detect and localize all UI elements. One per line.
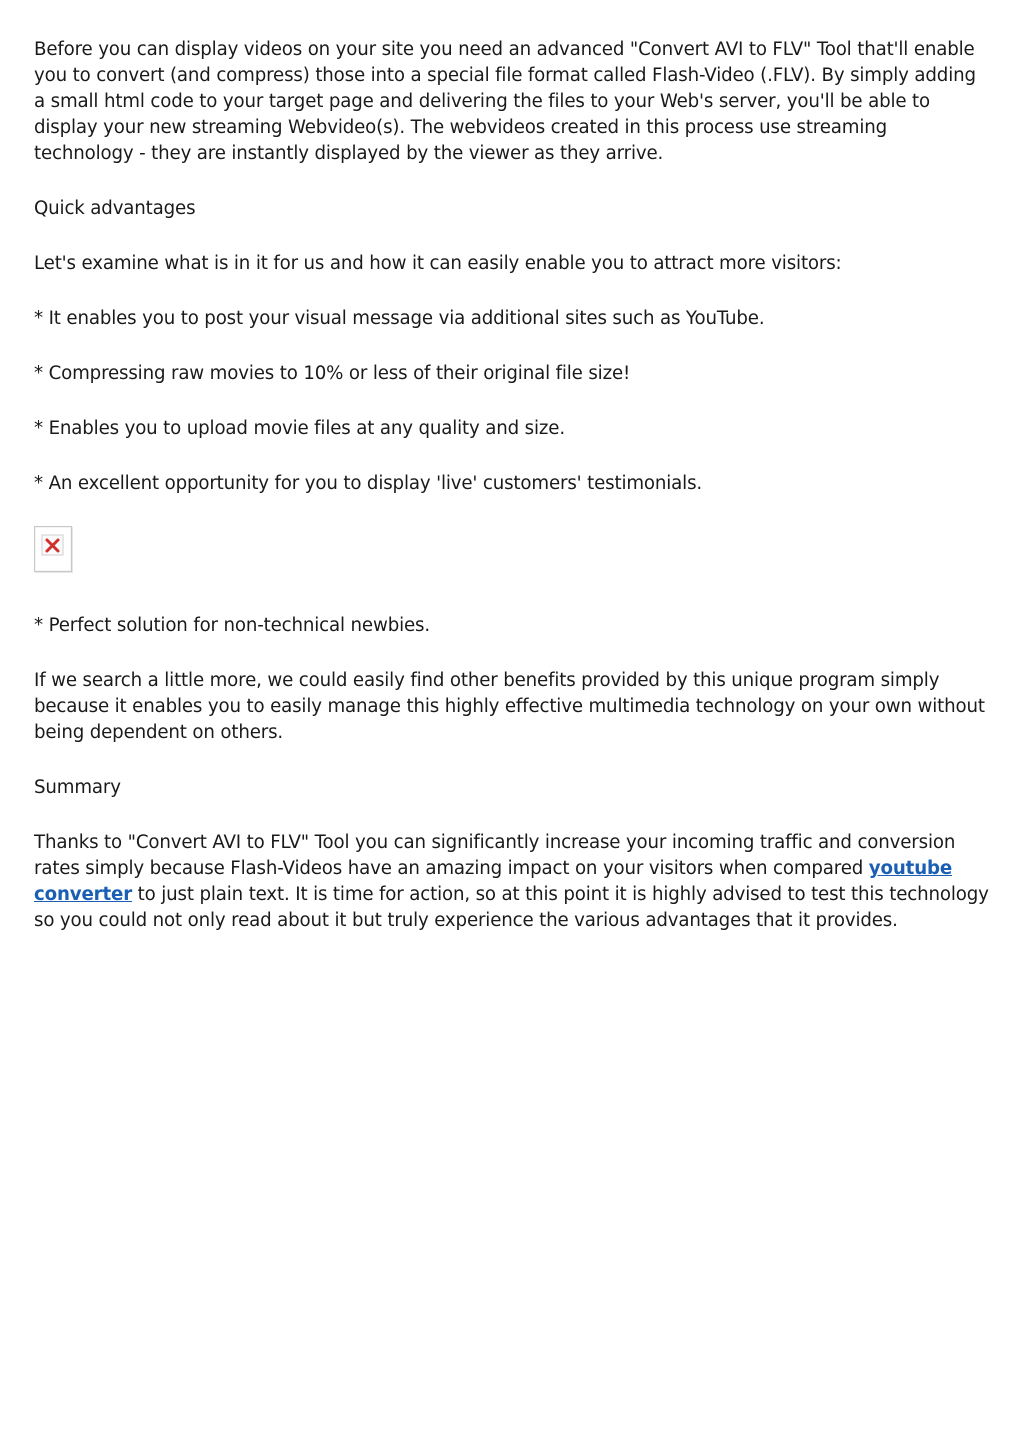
- broken-image-icon: [34, 526, 72, 572]
- summary-text-after-link: to just plain text. It is time for action, so at this point it is highly advised to test this technology so you could not only read about it but truly experience the various advantages that it provides.: [34, 884, 989, 931]
- summary-text-before-link: Thanks to "Convert AVI to FLV" Tool you can significantly increase your incoming traffic and conversion rates simply because Flash-Videos have an amazing impact on your visitors when compared: [34, 832, 956, 879]
- bullet-item-compressing: * Compressing raw movies to 10% or less of their original file size!: [34, 363, 631, 384]
- summary-paragraph: [34, 830, 990, 934]
- more-benefits-paragraph: If we search a little more, we could easily find other benefits provided by this unique program simply because it enables you to easily manage this highly effective multimedia technology on your own without being dependent on others.: [34, 670, 985, 743]
- heading-quick-advantages: Quick advantages: [34, 198, 196, 219]
- youtube-converter-link[interactable]: youtube converter: [34, 858, 953, 905]
- heading-summary: Summary: [34, 777, 121, 798]
- bullet-item-newbies: * Perfect solution for non-technical newbies.: [34, 615, 430, 636]
- bullet-item-youtube: * It enables you to post your visual message via additional sites such as YouTube.: [34, 308, 765, 329]
- bullet-item-testimonials: * An excellent opportunity for you to display 'live' customers' testimonials.: [34, 473, 703, 494]
- bullet-item-upload: * Enables you to upload movie files at any quality and size.: [34, 418, 565, 439]
- close-x-icon: [38, 530, 68, 560]
- lead-in-paragraph: Let's examine what is in it for us and how it can easily enable you to attract more visitors:: [34, 253, 842, 274]
- intro-paragraph: Before you can display videos on your site you need an advanced "Convert AVI to FLV" Tool that'll enable you to convert (and compress) those into a special file format called Flash-Video (.FLV). By simply adding a small html code to your target page and delivering the files to your Web's server, you'll be able to display your new streaming Webvideo(s). The webvideos created in this process use streaming technology - they are instantly displayed by the viewer as they arrive.: [34, 39, 976, 164]
